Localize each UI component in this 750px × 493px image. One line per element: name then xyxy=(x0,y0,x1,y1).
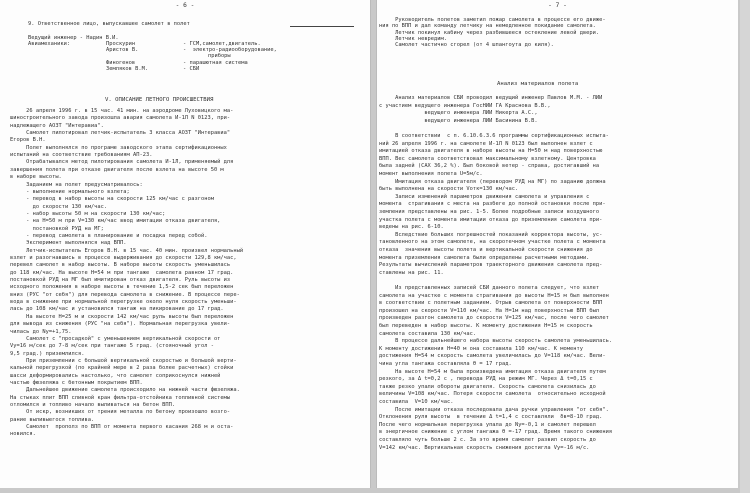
text-line: исходного положения в наборе высоты в течение 1,5-2 сек был переложен xyxy=(10,284,234,291)
text-line: также резко упали обороты двигателя. Скорость самолета снизилась до xyxy=(379,383,596,390)
text-line: произведен разгон самолета до скорости V=125 км/час, после чего самолет xyxy=(379,315,609,322)
text-line: резкого, за Δ t=0,2 с , перевода РУД на режим МГ. Через Δ t=0,15 с xyxy=(379,376,593,383)
page-number: - 7 - xyxy=(548,2,567,9)
text-line: для вывода из снижения (РУС "на себя"). Нормальная перегрузка увели- xyxy=(10,321,231,328)
text-line: быть выполнена на скорости Vотк=130 км/час. xyxy=(379,186,519,193)
text-line: с участием ведущего инженера ГосНИИ ГА Краснова В.В., xyxy=(379,102,551,109)
text-line: ведущего инженера ЛИИ Никерта А.С., xyxy=(379,110,538,117)
text-line: имитацией отказа двигателя в наборе высоты на Н=50 м над поверхностью xyxy=(379,148,603,155)
text-line: На высоте Н=54 м была произведена имитация отказа двигателя путем xyxy=(379,368,606,375)
text-line: до 118 км/час. На высоте Н=54 м при тангаже самолета равном 17 град. xyxy=(10,269,234,276)
text-line: Записи изменений параметров движения самолета и управления с xyxy=(379,193,590,200)
text-line: ставлены на рис. 11. xyxy=(379,269,444,276)
text-line: ведущего инженера ЛИИ Басинина В.В. xyxy=(379,117,538,124)
text-line: был переведен в набор высоты. К моменту достижения Н=15 м скорость xyxy=(379,323,593,329)
text-line: в энергичное снижение с углом тангажа θ =-17 град. Время такого снижения xyxy=(379,429,613,436)
text-line: На высоте Н=25 м и скорости 142 км/час руль высоты был переложен xyxy=(10,313,234,320)
staff-role: - ГСМ,самолет,двигатель. xyxy=(183,41,261,47)
text-line: произошел на скорости V=110 км/час. На Н=1м над поверхностью ВПП был xyxy=(379,307,600,314)
page-number: - 6 - xyxy=(175,2,195,9)
text-line: - выполнение нормального взлета; xyxy=(10,188,130,195)
text-line: составила V=10 км/час. xyxy=(379,399,454,405)
text-line: завершения полета при отказе двигателя после взлета на высоте 50 м xyxy=(10,166,224,173)
text-line: взлет и разогнавшись в процессе выдерживания до скорости 129,8 км/час, xyxy=(10,255,237,261)
text-line: новился. xyxy=(10,431,36,438)
text-line: При приземлении с большой вертикальной скоростью и большой верти- xyxy=(10,357,237,364)
text-line: вниз (РУС "от себя") для перевода самолета в снижение. В процессе пере- xyxy=(10,291,240,298)
text-line: Эксперимент выполнялся над ВПП. xyxy=(10,240,127,247)
staff-name: Аристов В. xyxy=(106,47,139,54)
text-line: до скорости 130 км/час. xyxy=(10,203,108,210)
text-line: После имитации отказа последовала дача ручки управления "от себя". xyxy=(379,406,609,413)
text-line: постановкой РУД на МГ был имитирован отказ двигателя. Руль высоты из xyxy=(10,277,231,284)
text-line: в соответствии с полетным заданием. Отрыв самолета от поверхности ВПП xyxy=(379,300,603,307)
text-line: 26 апреля 1996 г. в 15 час. 41 мин. на аэродроме Луховицкого ма- xyxy=(10,108,234,114)
text-line: ния по ВПП и дал команду летчику на немедленное покидание самолета. xyxy=(379,23,596,30)
text-line: кальной перегрузкой (по крайней мере в 2 раза более расчетных) стойки xyxy=(10,365,234,372)
staff-name: Финогенов xyxy=(106,59,136,66)
text-line: земления представлены на рис. 1-5. Более подробные записи воздушного xyxy=(379,209,600,215)
text-line: - на Н=50 м при V=130 км/час ввод имитации отказа двигателя, xyxy=(10,218,221,225)
text-line: самолета составила 130 км/час. xyxy=(379,330,477,337)
text-line: Самолет прополз по ВПП от момента первого касания 268 м и оста- xyxy=(10,424,234,431)
text-line: постановкой РУД на МГ; xyxy=(10,225,104,232)
text-line: чилась до Ny=+1,75. xyxy=(10,328,72,335)
text-line: тановленного на этом самолете, на скоротечном участке полета с момента xyxy=(379,239,606,246)
text-line: самолета на участке с момента страгивания до высоты Н=15 м был выполнен xyxy=(379,292,609,299)
text-line: - перевод самолета в планирование и посадка перед собой. xyxy=(10,232,208,239)
text-line: В процессе дальнейшего набора высоты скорость самолета уменьшилась. xyxy=(379,338,613,345)
text-line: была задней (САХ 36,2 %). Был боковой ветер - справа, достигавший на xyxy=(379,163,600,170)
text-line: - набор высоты 50 м на скорости 130 км/час; xyxy=(10,210,166,217)
text-line: Летчик покинул кабину через разбившееся остекление левой двери. xyxy=(379,29,600,36)
page-7 xyxy=(376,0,738,488)
text-line: чина угла тангажа составляла θ = 17 град. xyxy=(379,361,512,367)
text-line: Летчик-испытатель Егоров В.Н. в 15 час. 40 мин. произвел нормальный xyxy=(10,247,244,254)
lead-engineer: Ведущий инженер - Надин В.И. xyxy=(28,35,119,41)
text-line: На стыках плит ВПП сливной кран фильтра-отстойника топливной системы xyxy=(10,394,231,401)
staff-role: приборы xyxy=(208,53,231,60)
text-line: момента страгивания с места на разбеге до полной остановки после при- xyxy=(379,201,606,208)
text-line: Руководитель полетов заметил пожар самолета в процессе его движе- xyxy=(379,17,606,23)
signature-blank-line xyxy=(290,26,354,27)
text-line: надлежащего АОЗТ "Интеравиа". xyxy=(10,122,104,129)
text-line: Имитация отказа двигателя (переводом РУД на МГ) по заданию должна xyxy=(379,178,606,185)
text-line: лась до 108 км/час и установился тангаж на пикирование до 17 град. xyxy=(10,306,224,313)
text-line: Анализ материалов СБИ проводил ведущий инженер Павлов М.М. - ЛИИ xyxy=(379,95,603,101)
staff-role: - электро-радиооборудование, xyxy=(183,47,277,54)
text-line: Отрабатывался метод пилотирования самолета И-1Л, применяемый для xyxy=(10,159,234,166)
item-9-responsible-person: 9. Ответственное лицо, выпускавшее самолет в полет xyxy=(28,21,190,27)
text-line: Результаты вычислений параметров траекторного движения самолета пред- xyxy=(379,262,603,269)
text-line: Егоров В.Н. xyxy=(10,137,46,144)
text-line: Вследствие больших погрешностей показаний корректора высоты, ус- xyxy=(379,231,603,238)
text-line: момент выполнения полета U=5м/с. xyxy=(379,171,483,177)
text-line: в наборе высоты. xyxy=(10,174,62,181)
text-line: Полет выполнялся по програме заводского этапа сертификационных xyxy=(10,144,227,151)
text-line: V=142 км/час. Вертикальная скорость снижения достигла Vy=-16 м/с. xyxy=(379,444,590,451)
page-6 xyxy=(0,0,371,488)
text-line: частью фюзеляжа с бетонным покрытием ВПП. xyxy=(10,379,143,386)
text-line: Заданием на полет предусматривалось: xyxy=(10,181,143,188)
text-line: - перевод в набор высоты на скорости 125 км/час с разгоном xyxy=(10,196,214,203)
text-line: перевел самолет в набор высоты. В наборе высоты скорость уменьшилась xyxy=(10,262,231,269)
scrollbar[interactable] xyxy=(740,0,750,493)
text-line: момента приземления самолета были определены расчетными методами. xyxy=(379,254,590,261)
text-line: В соответствии с п. 6.10.6.3.6 программы сертификационных испыта- xyxy=(379,133,609,139)
staff-name: Земляков В.М. xyxy=(106,65,149,72)
text-line: достижения Н=54 м скорость самолета увеличилась до V=118 км/час. Вели- xyxy=(379,353,606,360)
section-title: Анализ материалов полета xyxy=(497,81,579,87)
text-line: испытаний на соответствие требованиям АП-23. xyxy=(10,152,153,159)
text-line: Из представленных записей СБИ данного полета следует, что взлет xyxy=(379,285,600,291)
text-line: Самолет с "просадкой" с уменьшением вертикальной скорости от xyxy=(10,335,221,342)
section-title: V. ОПИСАНИЕ ЛЕТНОГО ПРОИСШЕСТВИЯ xyxy=(105,97,214,103)
text-line: После чего нормальная перегрузка упала до Ny=-0,1 и самолет перешел xyxy=(379,421,596,428)
text-line: Отклонения руля высоты в течение Δ t=1,4 с составляли δв=8-10 град. xyxy=(379,414,603,421)
text-line: ВПП. Вес самолета соответствовал максимальному взлетному. Центровка xyxy=(379,155,596,162)
text-line: вода в снижение при нормальной перегрузке около нуля скорость уменьши- xyxy=(10,299,237,306)
text-line: участка полета с момента имитации отказа до приземления самолета при- xyxy=(379,216,603,223)
text-line: отломился и топливо начало выливаться на бетон ВПП. xyxy=(10,402,176,408)
text-line: Дальнейшее движение самолета происходило на нижней части фюзеляжа. xyxy=(10,387,240,394)
text-line: отказа значения высоты полета и вертикальной скорости снижения до xyxy=(379,247,593,253)
text-line: ний 26 апреля 1996 г. на самолете И-1Л N 0123 был выполнен взлет с xyxy=(379,140,593,147)
staff-name: Проскурин xyxy=(106,41,136,47)
text-line: От искр, возникших от трения металла по бетону произошло возго- xyxy=(10,409,231,416)
staff-role: - парашютная система xyxy=(183,59,248,66)
text-line: Vy=16 м/сек до 7-8 м/сек при тангаже 5 град. (стояночный угол - xyxy=(10,343,214,350)
text-line: шиностроительного завода произошла авария самолета И-1Л N 0123, при- xyxy=(10,115,231,122)
text-line: ведены на рис. 6-10. xyxy=(379,224,444,231)
text-line: рание выливыегося топлива. xyxy=(10,416,95,423)
text-line: шасси деформировались настолько, что самолет соприкоснулся нижней xyxy=(10,372,221,379)
staff-role: - СБИ xyxy=(183,65,200,72)
text-line: К моменту достижения Н=40 м она составила 110 км/час. К моменту xyxy=(379,345,583,352)
text-line: Летчик невредим. xyxy=(379,35,447,42)
text-line: Самолет пилотировал летчик-испытатель 3 класса АОЗТ "Интеравиа" xyxy=(10,130,231,137)
text-line: 9,5 град.) приземлился. xyxy=(10,350,85,357)
mechanics-label: Авиамеханики: xyxy=(28,41,71,47)
text-line: Самолет частично сгорел (от 4 шпангоута до киля). xyxy=(379,42,554,49)
text-line: величины V=108 км/час. Потеря скорости самолета относительно исходной xyxy=(379,391,606,398)
text-line: составляло чуть больше 2 с. За это время самолет развил скорость до xyxy=(379,437,596,443)
